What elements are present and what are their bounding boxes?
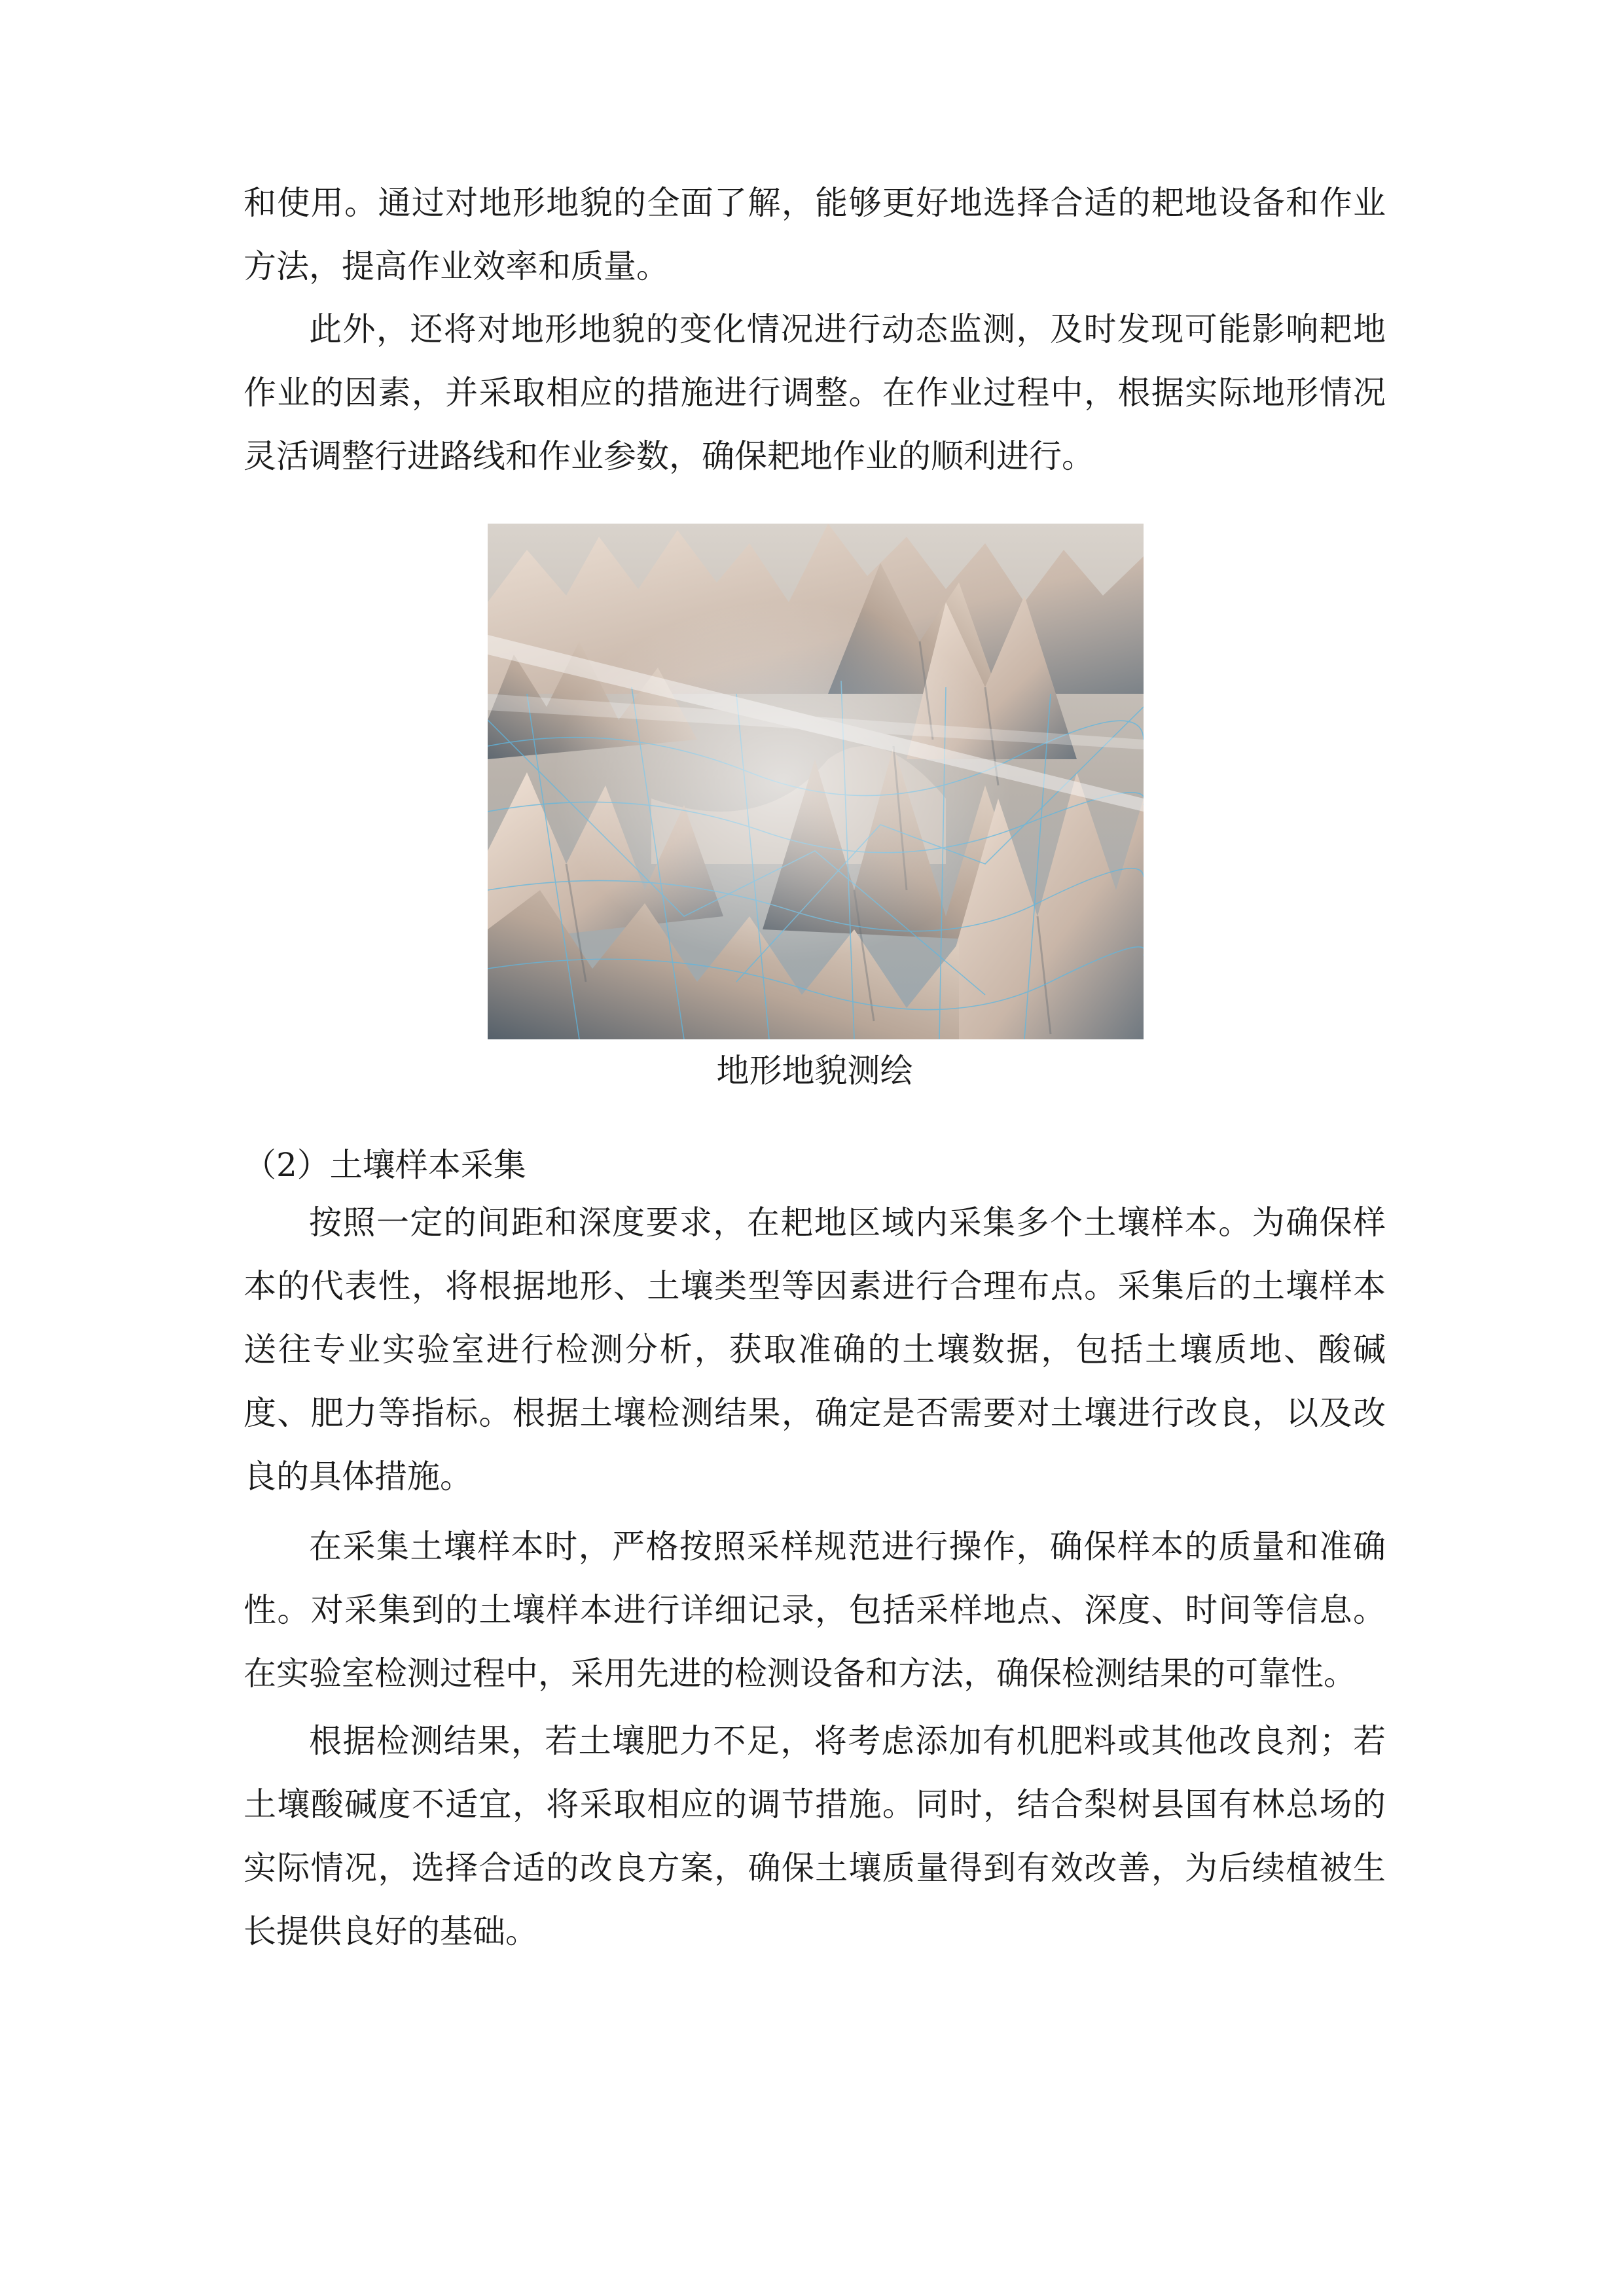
terrain-mapping-figure: [488, 524, 1144, 1039]
paragraph-3: 按照一定的间距和深度要求，在耙地区域内采集多个土壤样本。为确保样本的代表性，将根据地形、土壤类型等因素进行合理布点。采集后的土壤样本送往专业实验室进行检测分析，获取准确的土壤数据，包括土壤质地、酸碱度、肥力等指标。根据土壤检测结果，确定是否需要对土壤进行改良，以及改良的具体措施。: [244, 1204, 1386, 1496]
paragraph-1: 和使用。通过对地形地貌的全面了解，能够更好地选择合适的耙地设备和作业方法，提高作业效率和质量。: [244, 184, 1386, 285]
figure-caption: 地形地貌测绘: [716, 1052, 913, 1090]
paragraph-5: 根据检测结果，若土壤肥力不足，将考虑添加有机肥料或其他改良剂；若土壤酸碱度不适宜，将采取相应的调节措施。同时，结合梨树县国有林总场的实际情况，选择合适的改良方案，确保土壤质量得到有效改善，为后续植被生长提供良好的基础。: [244, 1722, 1386, 1950]
section-heading: （2）土壤样本采集: [244, 1146, 526, 1184]
terrain-image: [488, 524, 1144, 1039]
paragraph-2: 此外，还将对地形地貌的变化情况进行动态监测，及时发现可能影响耙地作业的因素，并采取相应的措施进行调整。在作业过程中，根据实际地形情况灵活调整行进路线和作业参数，确保耙地作业的顺利进行。: [244, 310, 1386, 475]
paragraph-4: 在采集土壤样本时，严格按照采样规范进行操作，确保样本的质量和准确性。对采集到的土壤样本进行详细记录，包括采样地点、深度、时间等信息。在实验室检测过程中，采用先进的检测设备和方法，确保检测结果的可靠性。: [244, 1528, 1386, 1693]
